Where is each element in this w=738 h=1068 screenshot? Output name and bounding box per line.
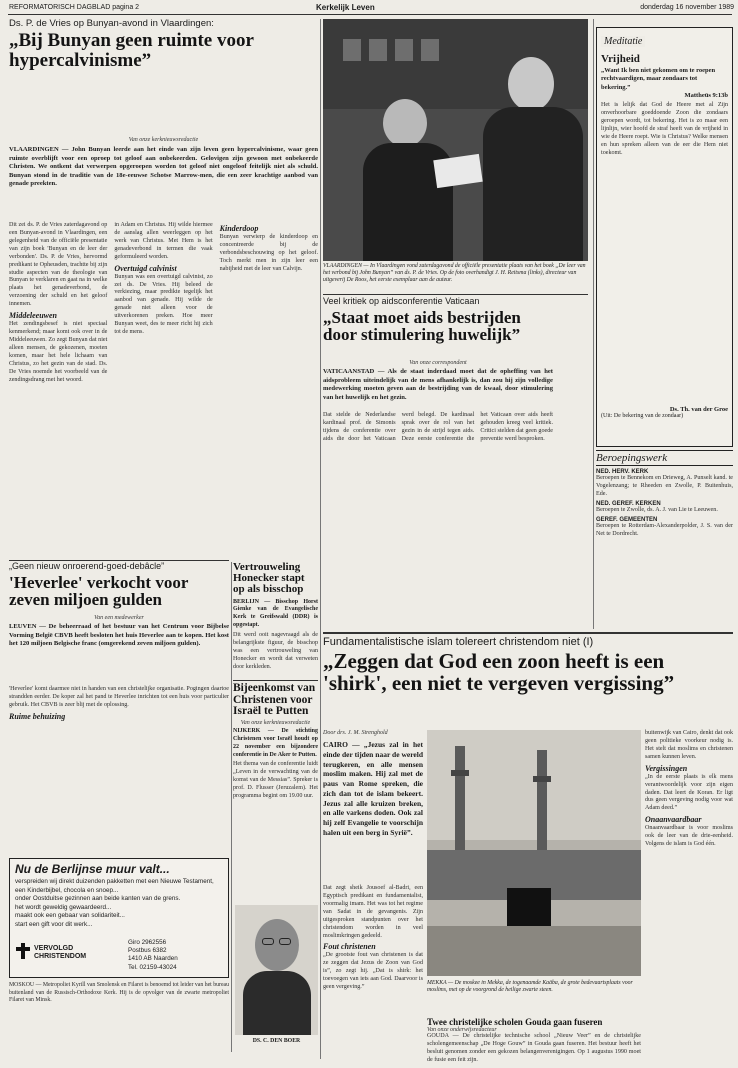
aids-kicker: Veel kritiek op aidsconferentie Vaticaan xyxy=(323,296,480,306)
islam-body-4: „In de eerste plaats is elk mens verantwoordelijk voor zijn eigen daden. Dat leert de Koran. Er ligt dus geen vergeving nodig voor wat Adam deed.” xyxy=(645,773,733,812)
ad-line-4: maakt ook een gebaar van solidariteit... xyxy=(15,912,125,919)
ad-line-3: het wordt geweldig gewaardeerd... xyxy=(15,903,112,911)
bunyan-headline: „Bij Bunyan geen ruimte voor hypercalvinisme” xyxy=(9,30,254,71)
aids-headline: „Staat moet aids bestrijden door stimulering huwelijk” xyxy=(323,307,521,345)
heverlee-heading xyxy=(9,562,229,614)
aids-byline: Van onze correspondent xyxy=(409,360,467,366)
cross-icon xyxy=(16,943,30,959)
islam-byline: Door drs. J. M. Strenghold xyxy=(323,730,388,736)
bunyan-photo-caption: VLAARDINGEN — In Vlaardingen vond zaterdagavond de officiële presentatie plaats van het boek „De leer van het verbond bij John Bunyan” van ds. P. de Vries. Op de foto overhandigt J. H. Reitsma (links), directeur van uitgeverij De Roos, het eerste exemplaar aan de auteur. xyxy=(323,263,586,284)
portrait-photo xyxy=(235,905,318,1035)
heverlee-body: 'Heverlee' komt daarmee niet in handen van een christelijke organisatie. Pogingen daartoe strandden eerder. De koper zal het pand te Heverlee inrichten tot een huis voor particulier gebruik. Het CBVB is zeer blij met de oplossing. xyxy=(9,686,229,708)
meditatie-box xyxy=(596,27,733,447)
meditatie-signature: Ds. Th. van der Groe xyxy=(669,406,728,414)
bunyan-body xyxy=(9,222,318,552)
bunyan-kicker: Ds. P. de Vries op Bunyan-avond in Vlaardingen: xyxy=(9,18,214,29)
kerk-text-3: Beroepen te Rotterdam-Alexanderpolder, J. S. van der Net te Dordrecht. xyxy=(596,522,733,537)
gouda-article xyxy=(427,1018,641,1062)
meditatie-reference: Mattheüs 9:13b xyxy=(684,92,728,100)
bunyan-heading xyxy=(9,19,318,74)
honecker-body: Dit werd ooit nagevraagd als de belangrijkste figuur, de bisschop was een vertrouweling van Honecker en wordt dat verweten door kerkleden. xyxy=(233,631,318,670)
islam-body-5: Onaanvaardbaar is voor moslims ook de leer van de drie-eenheid. Volgens de islam is God één. xyxy=(645,825,733,848)
ad-postbus: Postbus 6382 xyxy=(128,947,167,955)
islam-body-1: Dat zegt sheik Jousoef al-Badri, een Egyptisch predikant en fundamentalist, voormalig imam. Het was tot het regime van Sadat in de gevangenis. Zijn uitgesproken standpunten over het christendom worden in veel moslimkringen gedeeld. xyxy=(323,885,423,939)
islam-headline: „Zeggen dat God een zoon heeft is een 'shirk', een niet te vergeven vergissing” xyxy=(323,649,675,695)
bunyan-body-2: Het zendingsbesef is niet speciaal kenmerkend; maar komt ook over in de Middeleeuwen. Zo zegt Bunyan dat niet alleen mensen, de gekozenen, moeten komen, maar het hele lichaam van Christus, zo het gezin van de stad. Ds. De Vries noemde het voorbeeld van de zendingsdrang met het woord. xyxy=(9,321,108,383)
meditatie-body: Het is lelijk dat God de Heere met al Zijn onverhoorbare goeddoende Zoon die zondaars geroepen wordt, tot bekering. Het is zo maar een lijnlijn, wier hoofd de straf heeft van de vrijheid in wie de Heere roept. Wie is Christus? Welke mensen en hun spreken alleen van de eer die Hem niet toekomt. xyxy=(601,102,728,156)
ad-title: Nu de Berlijnse muur valt... xyxy=(15,862,170,876)
bunyan-lead: VLAARDINGEN — John Bunyan leerde aan het einde van zijn leven geen hypercalvinisme, waar geen ruimte overblijft voor een oproep tot geloof aan onbekeerden. Gelovigen zijn gewoon met onbekeerde Christen. We ontkent dat verwerpen opgeroepen worden tot geloof niet ongeloof feitelijk niet als schuld. Bunyan stond in de traditie van de 18e-eeuwse Schotse Marrow-men, die een zeer krachtige aanbod van genade preekten. xyxy=(9,146,318,188)
masthead-center: Kerkelijk Leven xyxy=(316,3,375,12)
ad-city: 1410 AB Naarden xyxy=(128,955,178,963)
heverlee-lead: LEUVEN — De beheerraad of het bestuur van het Centrum voor Bijbelse Vorming België CBVB heeft besloten het huis Heverlee aan te kopen. Het kost het 120 miljoen Belgische franc (omgerekend zeven miljoen gulden). xyxy=(9,623,229,648)
bunyan-body-5: Bunyan verwierp de kinderdoop en concentreerde bij de verbondsbeschouwing op het geloof. Toch merkt men in zijn leer een nabijheid met de leer van Calvijn. xyxy=(219,234,318,272)
bunyan-body-3: in Adam en Christus. Hij wilde hiermee de aanslag allen weerleggen op het werk van Christus. Met Hem is het genadeverbond in termen die vaak geformuleerd worden. xyxy=(114,222,213,260)
islam-lead: CAIRO — „Jezus zal in het einde der tijden naar de wereld terugkeren, en alle mensen moslim maken. Hij zal met de paus van Rome spreken, die zich dan tot de islam bekeert. Jezus zal alle kruizen breken, en alle varkens doden. Ook zal hij zelf Evangelie te voorschijn halen uit een berg in Syrië”. xyxy=(323,740,423,837)
islam-heading xyxy=(323,636,733,726)
masthead-date: donderdag 16 november 1989 xyxy=(640,4,734,11)
meditatie-quote: „Want Ik ben niet gekomen om te roepen rechtvaardigen, maar zondaars tot bekering.” xyxy=(601,67,716,91)
israel-body: Het thema van de conferentie luidt „Leven in de verwachting van de komst van de Messias”. Spreker is prof. D. Flusser (Jeruzalem). Het programma begint om 19.00 uur. xyxy=(233,761,318,800)
heverlee-kicker: „Geen nieuw onroerend-goed-debâcle” xyxy=(9,561,165,571)
bunyan-body-4: Bunyan was een overtuigd calvinist, zo zei ds. De Vries. Hij beleed de verkiezing, maar predikte tegelijk het aanbod van genade. Hij wilde de genade niet alleen voor de uitverkorenen preken. Hoe meer Bunyan weet, des te meer richt hij zich tot de mens. xyxy=(114,273,213,336)
kerk-sec-2: NED. GEREF. KERKEN xyxy=(596,500,661,507)
kerk-sec-1: NED. HERV. KERK xyxy=(596,469,649,475)
islam-body-3: buitenwijk van Cairo, denkt dat ook geen politieke voorkeur nodig is. Het stelt dat moslims en christenen samen kunnen leven. xyxy=(645,730,733,760)
bunyan-byline: Van onze kerknieuwsredactie xyxy=(128,137,199,143)
ad-line-1: verspreiden wij direkt duizenden pakketten met een Nieuwe Testament, een Kinderbijbel, chocola en snoep... xyxy=(15,878,214,894)
kerk-text-2: Beroepen te Zwolle, ds. A. J. van Lie te Leeuwen. xyxy=(596,506,718,513)
masthead-left: REFORMATORISCH DAGBLAD pagina 2 xyxy=(9,4,140,11)
beroepingswerk-label: Beroepingswerk xyxy=(596,450,733,466)
kerk-text-1: Beroepen te Bennekom en Drieweg, A. Punselt kand. te Vogelenzang; te Rheeden en Zwolle, P. Buitenhuis, Ede. xyxy=(596,475,733,497)
islam-body-2: „De grootste fout van christenen is dat ze zeggen dat Jezus de Zoon van God is”, zo zegt hij. „Dat is shirk: het toevoegen van iets aan God. Daarvoor is geen vergeving.” xyxy=(323,952,423,991)
bunyan-subhead-3: Kinderdoop xyxy=(219,224,259,233)
gouda-headline: Twee christelijke scholen Gouda gaan fuseren xyxy=(427,1017,603,1027)
ad-org: VERVOLGD CHRISTENDOM xyxy=(34,945,87,960)
honecker-article xyxy=(233,562,318,682)
honecker-headline: Vertrouweling Honecker stapt op als bisschop xyxy=(233,561,305,596)
honecker-lead: BERLIJN — Bisschop Horst Gienke van de Evangelische Kerk te Greifswald (DDR) is opgestapt. xyxy=(233,598,318,629)
ad-line-5: start een gift voor dit werk... xyxy=(15,920,93,928)
beroepingswerk xyxy=(596,450,733,580)
aids-heading xyxy=(323,297,553,359)
islam-subhead-2: Vergissingen xyxy=(645,763,688,773)
bunyan-subhead-1: Middeleeuwen xyxy=(9,311,57,321)
islam-subhead-3: Onaanvaardbaar xyxy=(645,815,702,825)
bunyan-subhead-2: Overtuigd calvinist xyxy=(114,263,177,273)
aids-lead: VATICAANSTAD — Als de staat inderdaad moet dat de opheffing van het aidsprobleem uiteindelijk van de mens afhankelijk is, dan zou hij zijn volledige medewerking moeten geven aan de bestrijding van de kwaal, door stimulering van het huwelijk en het gezin. xyxy=(323,368,553,401)
ad-line-2: onder Oostduitse gezinnen aan beide kanten van de grens. xyxy=(15,895,181,902)
israel-article xyxy=(233,683,318,903)
heverlee-body-cols xyxy=(9,686,229,854)
meditatie-title: Vrijheid xyxy=(601,53,640,65)
bunyan-photo xyxy=(323,19,588,261)
heverlee-headline: 'Heverlee' verkocht voor zeven miljoen gulden xyxy=(9,572,189,610)
israel-byline: Van onze kerknieuwsredactie xyxy=(240,720,311,727)
islam-kicker: Fundamentalistische islam tolereert christendom niet (I) xyxy=(323,636,594,648)
israel-headline: Bijeenkomst van Christenen voor Israël te Putten xyxy=(233,682,316,718)
meditatie-label: Meditatie xyxy=(601,36,645,47)
heverlee-byline: Van een medewerker xyxy=(94,615,144,621)
bunyan-body-1: Dit zei ds. P. de Vries zaterdagavond op een Bunyan-avond in Vlaardingen, een gelegenheid van de officiële presentatie van zijn boek 'Bunyan en de leer der verbonden'. Ds. P. de Vries, hervormd predikant te Opheusden, trachtte bij zijn studie aspecten van de theologie van Bunyan te verklaren en gaat na in welke plaats het genadeverbond, de verzoening der schuld en het geloof innemen. xyxy=(9,222,108,308)
berlijn-ad xyxy=(9,858,229,978)
ad-giro: Giro 2962556 xyxy=(128,939,167,946)
gouda-body: GOUDA — De christelijke technische school „Nieuw Veer” en de christelijke scholengemeenschap „De Hoge Gouw” in Gouda gaan fuseren. Het bestuur heeft het besluit genomen zonder een gekozen belangenverenigingen. Op 1 augustus 1990 moet de fusie een feit zijn. xyxy=(427,1033,641,1063)
israel-lead: NIJKERK — De stichting Christenen voor Israël houdt op 22 november een bijzondere conferentie in De Aker te Putten. xyxy=(233,728,318,758)
islam-col-3 xyxy=(645,730,733,1060)
gouda-byline: Van onze onderwijsredacteur xyxy=(427,1027,497,1034)
kerk-sec-3: GEREF. GEMEENTEN xyxy=(596,516,658,523)
heverlee-subhead: Ruime behuizing xyxy=(9,711,66,721)
ad-phone: Tel. 02159-43024 xyxy=(128,963,177,971)
islam-subhead-1: Fout christenen xyxy=(323,942,376,952)
islam-col-1 xyxy=(323,885,423,1060)
moskou-brief: MOSKOU — Metropoliet Kyrill van Smolensk en Filaret is benoemd tot leider van het bureau buitenland van de Russisch-Orthodoxe Kerk. Hij is de opvolger van de zwarte metropoliet Filaret van Minsk. xyxy=(9,982,229,1004)
aids-body: Dat stelde de Nederlandse kardinaal prof. de Simonis tijdens de conferentie over aids die door het Vaticaan werd belegd. De kardinaal sprak over de rol van het gezin in de strijd tegen aids. Deze eerste conferentie die het Vaticaan over aids heeft gehouden kreeg veel kritiek. Critici stelden dat geen goede preventie werd besproken. xyxy=(323,412,553,442)
portrait-caption: DS. C. DEN BOER xyxy=(252,1038,301,1044)
mekka-photo-caption: MEKKA — De moskee in Mekka, de togenaamde Kaäba, de grote bedevaartsplaats voor moslims, met op de voorgrond de heilige zwarte steen. xyxy=(427,980,633,994)
mekka-photo xyxy=(427,730,641,976)
meditatie-source: (Uit: De bekering van de zondaar) xyxy=(601,413,684,420)
